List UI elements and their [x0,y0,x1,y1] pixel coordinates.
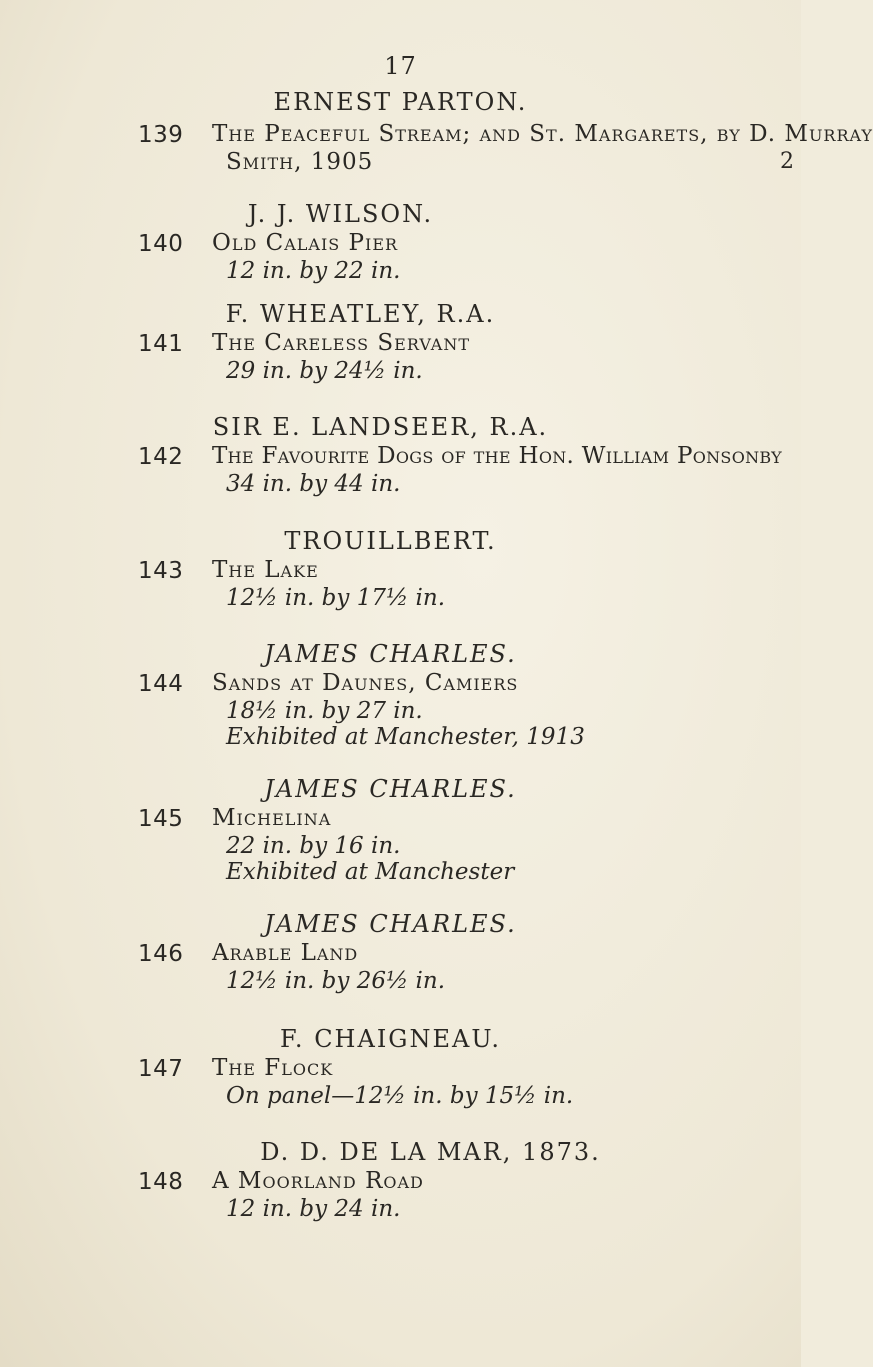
lot-dimensions: 22 in. by 16 in. [226,833,401,859]
lot-dimensions: 12 in. by 22 in. [226,258,401,284]
artist-name: TROUILLBERT. [284,527,497,555]
artist-name: J. J. WILSON. [247,200,434,228]
artist-name: JAMES CHARLES. [264,910,517,938]
lot-title: Arable Land [212,940,359,966]
lot-number: 141 [138,331,184,357]
artist-name: D. D. DE LA MAR, 1873. [260,1138,601,1166]
lot-title: The Lake [212,557,319,583]
lot-exhibition: Exhibited at Manchester [226,859,515,885]
lot-number: 147 [138,1056,184,1082]
artist-name: JAMES CHARLES. [264,775,517,803]
lot-title: The Flock [212,1055,334,1081]
lot-dimensions: On panel—12½ in. by 15½ in. [226,1083,574,1109]
artist-name: F. WHEATLEY, R.A. [225,300,496,328]
lot-title: The Peaceful Stream; and St. Margarets, by D. Murray [212,121,873,147]
lot-reference: 2 [780,149,794,174]
lot-title: A Moorland Road [212,1168,424,1194]
artist-name: ERNEST PARTON. [273,88,528,116]
lot-number: 142 [138,444,184,470]
lot-dimensions: 12½ in. by 17½ in. [226,585,446,611]
lot-detail: Smith, 1905 [226,149,374,175]
lot-number: 145 [138,806,184,832]
lot-number: 143 [138,558,184,584]
lot-dimensions: 29 in. by 24½ in. [226,358,423,384]
lot-number: 140 [138,231,184,257]
lot-title: Old Calais Pier [212,230,399,256]
artist-name: SIR E. LANDSEER, R.A. [212,413,549,441]
lot-number: 144 [138,671,184,697]
lot-dimensions: 12 in. by 24 in. [226,1196,401,1222]
lot-exhibition: Exhibited at Manchester, 1913 [226,724,585,750]
lot-title: The Favourite Dogs of the Hon. William Ponsonby [212,443,783,469]
page-number: 17 [384,52,417,80]
artist-name: F. CHAIGNEAU. [280,1025,501,1053]
lot-title: Sands at Daunes, Camiers [212,670,519,696]
lot-number: 139 [138,122,184,148]
lot-number: 146 [138,941,184,967]
lot-title: The Careless Servant [212,330,471,356]
lot-number: 148 [138,1169,184,1195]
lot-dimensions: 18½ in. by 27 in. [226,698,423,724]
lot-dimensions: 34 in. by 44 in. [226,471,401,497]
artist-name: JAMES CHARLES. [264,640,517,668]
lot-dimensions: 12½ in. by 26½ in. [226,968,446,994]
lot-title: Michelina [212,805,332,831]
